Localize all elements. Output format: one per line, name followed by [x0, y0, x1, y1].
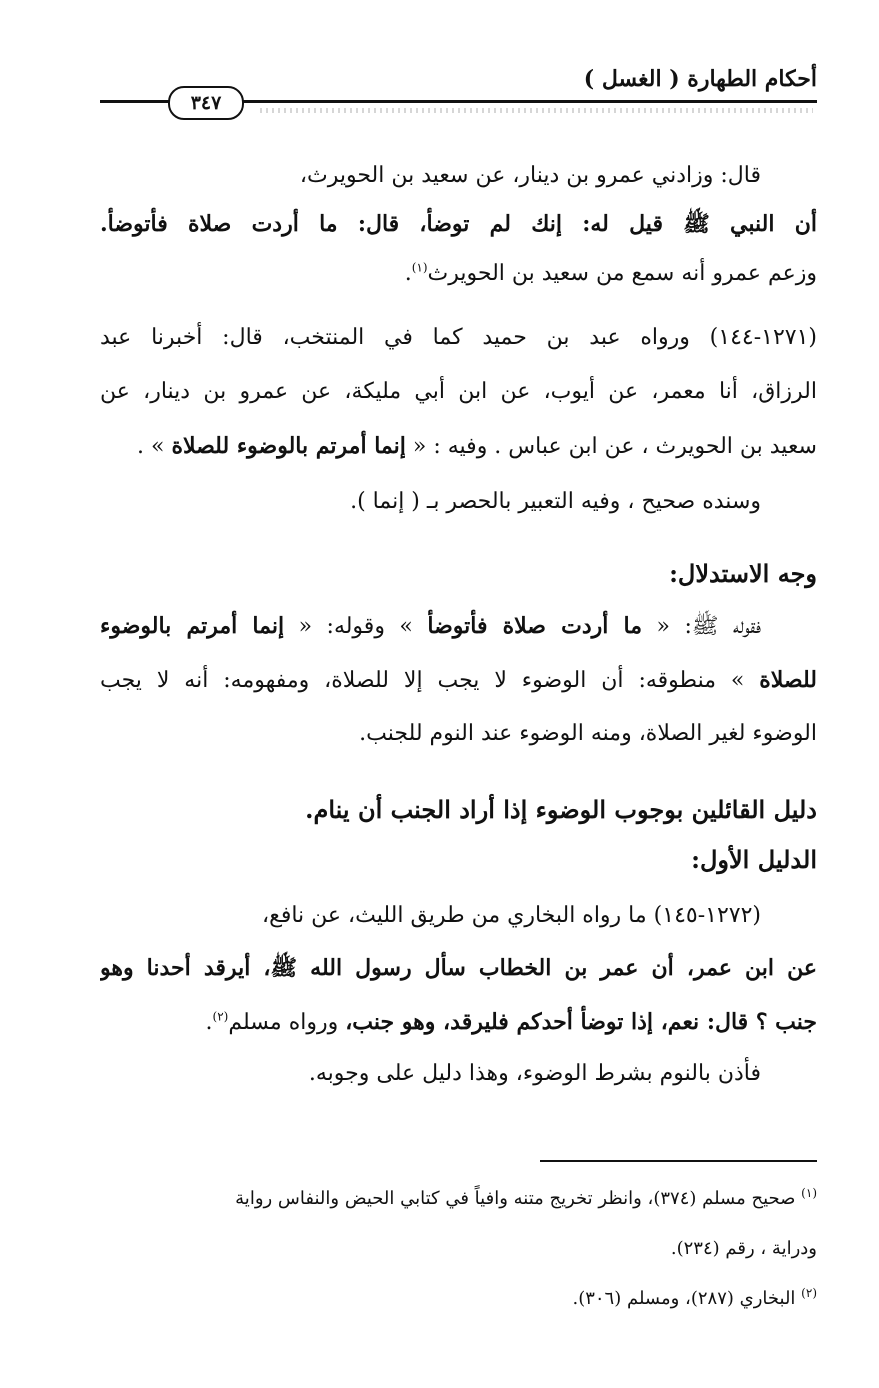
footnote-ref-1: (١) [411, 260, 428, 275]
hadith-line-3-source: ورواه مسلم [228, 1010, 346, 1035]
section-heading-istidlal: وجه الاستدلال: [669, 559, 817, 588]
narration-line-3-c: » . [137, 434, 172, 459]
hadith-text: أن النبي ﷺ قيل له: إنك لم توضأ، قال: ما أردت صلاة فأتوضأ. [100, 211, 817, 237]
hadith-line-3-bold: جنب ؟ قال: نعم، إذا توضأ أحدكم فليرقد، وهو جنب، [345, 1009, 817, 1035]
header-dotted-ornament [260, 108, 813, 113]
footnote-2-text: البخاري (٢٨٧)، ومسلم (٣٠٦). [572, 1288, 796, 1309]
footnote-2 [100, 1282, 817, 1316]
isnad-note: وسنده صحيح ، وفيه التعبير بالحصر بـ ( إنما ). [350, 489, 761, 514]
footnote-2-marker: (٢) [801, 1286, 817, 1300]
subheading-first-evidence: الدليل الأول: [691, 845, 817, 874]
argument-line-3: الوضوء لغير الصلاة، ومنه الوضوء عند النوم للجنب. [359, 721, 817, 746]
text-line-1: قال: وزادني عمرو بن دينار، عن سعيد بن الحويرث، [299, 163, 761, 188]
narration-line-3-a: سعيد بن الحويرث ، عن ابن عباس . وفيه : « [405, 434, 817, 459]
argument-line-2-b: » منطوقه: أن الوضوء لا يجب إلا للصلاة، ومفهومه: أنه لا يجب [100, 668, 760, 693]
narration-line-2 [100, 374, 817, 410]
quote-bold-2: إنما أمرتم بالوضوء [100, 613, 285, 639]
argument-line-1-c: » وقوله: « [284, 614, 428, 639]
quoted-hadith-bold: إنما أمرتم بالوضوء للصلاة [171, 433, 406, 459]
text-line-3-body: وزعم عمرو أنه سمع من سعيد بن الحويرث [427, 261, 817, 286]
argument-line-1 [100, 608, 761, 644]
footnote-ref-2: (٢) [212, 1009, 229, 1024]
hadith-line-2-bold [100, 950, 817, 986]
narration-line-3 [100, 428, 817, 465]
narration-line-1-text: (١٢٧١-١٤٤) ورواه عبد بن حميد كما في المنتخب، قال: أخبرنا عبد [100, 325, 817, 350]
quote-bold-1: ما أردت صلاة فأتوضأ [427, 613, 643, 639]
section-heading-evidence: دليل القائلين بوجوب الوضوء إذا أراد الجنب أن ينام. [305, 795, 817, 824]
footnote-1-text: صحيح مسلم (٣٧٤)، وانظر تخريج متنه وافياً في كتابي الحيض والنفاس رواية [235, 1188, 796, 1209]
quote-bold-3: للصلاة [759, 667, 817, 693]
footnote-1-line-2: ودراية ، رقم (٢٣٤). [670, 1238, 817, 1259]
narration-line-4: (١٢٧٢-١٤٥) ما رواه البخاري من طريق الليث، عن نافع، [262, 903, 761, 928]
text-line-3: وزعم عمرو أنه سمع من سعيد بن الحويرث$^{(١)}$. [404, 260, 817, 286]
footnote-1-line-1 [100, 1182, 817, 1216]
hadith-line-2-text: عن ابن عمر، أن عمر بن الخطاب سأل رسول الله ﷺ، أيرقد أحدنا وهو [100, 955, 817, 981]
hadith-line-bold [100, 206, 817, 242]
conclusion-line: فأذن بالنوم بشرط الوضوء، وهذا دليل على وجوبه. [308, 1061, 761, 1086]
page-number: ٣٤٧ [168, 86, 244, 120]
argument-line-2 [100, 662, 817, 698]
narration-line-2-text: الرزاق، أنا معمر، عن أيوب، عن ابن أبي مليكة، عن عمرو بن دينار، عن [100, 379, 817, 404]
argument-line-1-a: فقوله ﷺ: « [642, 614, 761, 639]
hadith-line-3: جنب ؟ قال: نعم، إذا توضأ أحدكم فليرقد، وهو جنب، ورواه مسلم$^{(٢)}$. [205, 1009, 817, 1035]
running-header-title: أحكام الطهارة ( الغسل ) [583, 66, 817, 92]
narration-line-1 [100, 320, 817, 356]
footnote-1-marker: (١) [801, 1186, 817, 1200]
footnote-separator [540, 1160, 817, 1162]
